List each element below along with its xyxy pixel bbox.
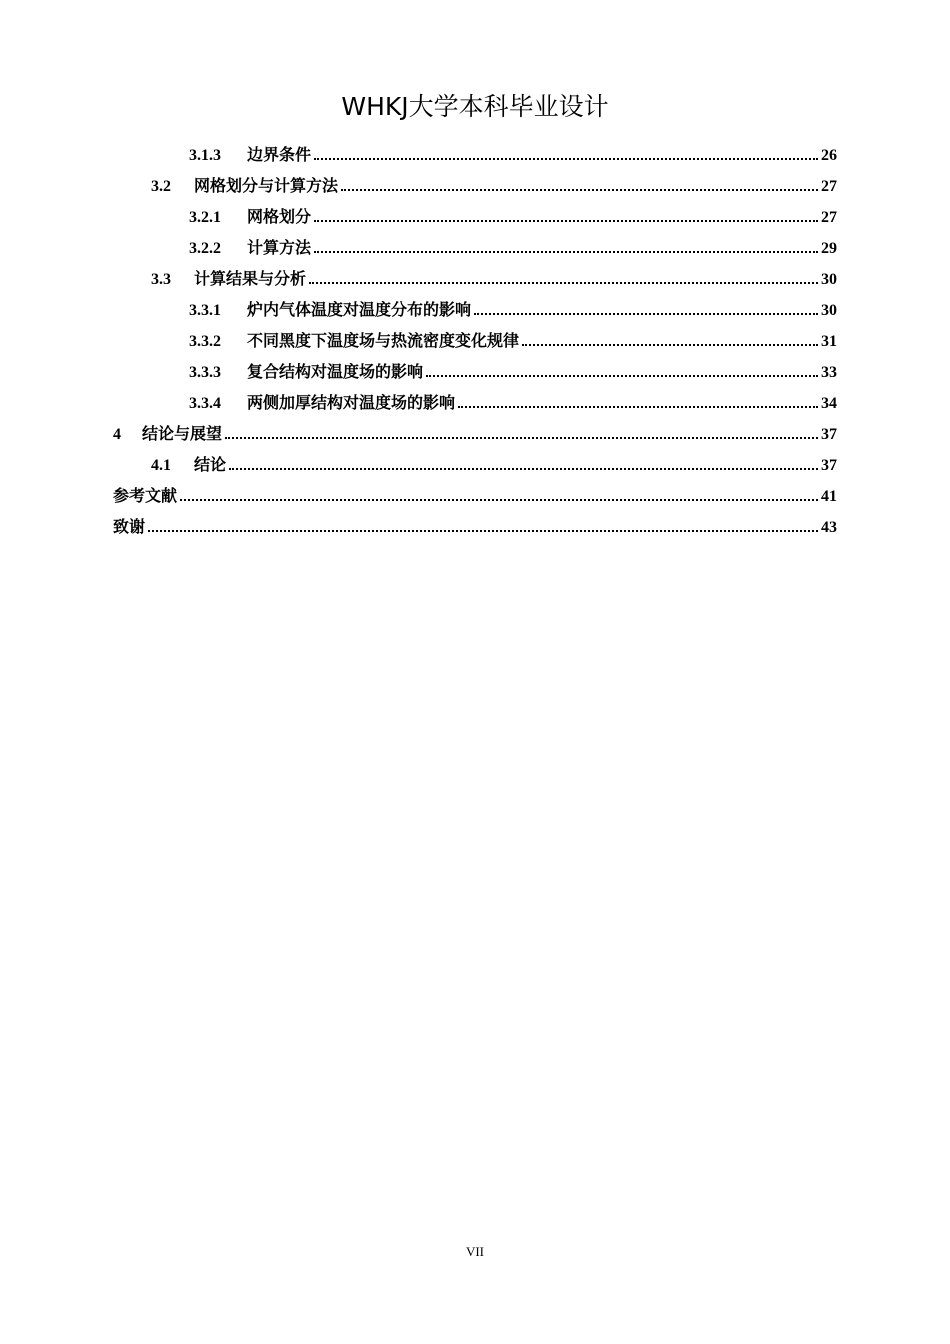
toc-entry-number: 3.2.2 (189, 240, 221, 257)
toc-entry-page: 27 (821, 178, 837, 195)
toc-entry[interactable] (113, 263, 837, 294)
toc-entry-title: 计算结果与分析 (194, 269, 307, 288)
toc-dot-leader (180, 499, 818, 501)
toc-entry-number: 3.3.3 (189, 364, 221, 381)
toc-entry-title: 复合结构对温度场的影响 (247, 362, 424, 381)
toc-entry-number: 4.1 (151, 457, 171, 474)
toc-dot-leader (314, 251, 818, 253)
toc-dot-leader (341, 189, 818, 191)
toc-entry[interactable] (113, 449, 837, 480)
toc-entry-page: 43 (821, 519, 837, 536)
toc-entry-number: 4 (113, 426, 121, 443)
toc-entry-number: 3.3.2 (189, 333, 221, 350)
toc-dot-leader (314, 158, 818, 160)
toc-entry-page: 37 (821, 457, 837, 474)
toc-entry-number: 3.2 (151, 178, 171, 195)
toc-entry[interactable] (113, 201, 837, 232)
toc-entry[interactable] (113, 139, 837, 170)
toc-entry[interactable] (113, 356, 837, 387)
page-number-footer: VII (465, 1244, 485, 1259)
toc-entry[interactable] (113, 511, 837, 542)
toc-entry[interactable] (113, 294, 837, 325)
toc-entry-number: 3.3.4 (189, 395, 221, 412)
toc-entry-page: 26 (821, 147, 837, 164)
toc-entry-page: 41 (821, 488, 837, 505)
toc-entry-page: 37 (821, 426, 837, 443)
toc-dot-leader (148, 530, 818, 532)
toc-entry-title: 两侧加厚结构对温度场的影响 (247, 393, 456, 412)
toc-entry-title: 参考文献 (113, 486, 178, 505)
toc-entry-number: 3.1.3 (189, 147, 221, 164)
toc-entry-title: 结论 (194, 455, 227, 474)
toc-dot-leader (426, 375, 818, 377)
toc-entry-page: 30 (821, 302, 837, 319)
toc-entry-title: 网格划分与计算方法 (194, 176, 339, 195)
toc-entry-page: 27 (821, 209, 837, 226)
toc-entry[interactable] (113, 387, 837, 418)
toc-dot-leader (229, 468, 818, 470)
toc-entry-page: 33 (821, 364, 837, 381)
toc-entry-number: 3.3 (151, 271, 171, 288)
toc-dot-leader (522, 344, 818, 346)
toc-entry-title: 致谢 (113, 517, 146, 536)
toc-entry-title: 网格划分 (247, 207, 312, 226)
toc-entry-page: 34 (821, 395, 837, 412)
toc-entry[interactable] (113, 418, 837, 449)
toc-entry[interactable] (113, 232, 837, 263)
toc-entry-title: 不同黑度下温度场与热流密度变化规律 (247, 331, 520, 350)
toc-entry-number: 3.2.1 (189, 209, 221, 226)
page-header-title: WHKJ大学本科毕业设计 (341, 92, 609, 121)
toc-entry-page: 30 (821, 271, 837, 288)
toc-dot-leader (314, 220, 818, 222)
toc-entry-page: 31 (821, 333, 837, 350)
toc-entry-title: 结论与展望 (142, 424, 223, 443)
toc-entry-number: 3.3.1 (189, 302, 221, 319)
toc-entry-title: 炉内气体温度对温度分布的影响 (247, 300, 472, 319)
toc-entry-page: 29 (821, 240, 837, 257)
toc-entry[interactable] (113, 170, 837, 201)
toc-entry[interactable] (113, 480, 837, 511)
table-of-contents (113, 139, 837, 542)
toc-dot-leader (309, 282, 818, 284)
toc-dot-leader (458, 406, 818, 408)
toc-entry-title: 边界条件 (247, 145, 312, 164)
toc-dot-leader (474, 313, 818, 315)
toc-dot-leader (225, 437, 818, 439)
toc-entry[interactable] (113, 325, 837, 356)
toc-entry-title: 计算方法 (247, 238, 312, 257)
